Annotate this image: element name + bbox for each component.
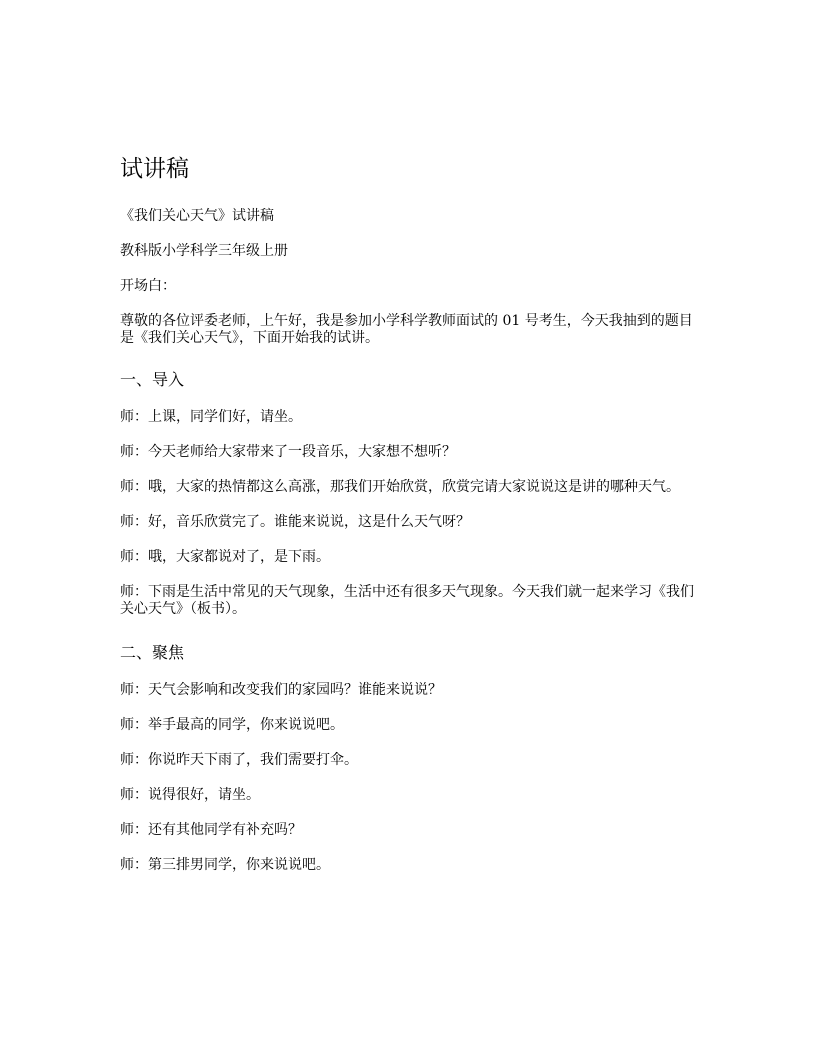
document-title: 试讲稿: [120, 156, 189, 182]
opening-label: 开场白：: [120, 278, 176, 294]
document-page: [120, 150, 700, 892]
paragraph: 师：还有其他同学有补充吗？: [120, 822, 302, 838]
paragraph: 师：天气会影响和改变我们的家园吗？谁能来说说？: [120, 682, 442, 698]
paragraph: 师：上课，同学们好，请坐。: [120, 409, 302, 425]
paragraph: 师：好，音乐欣赏完了。谁能来说说，这是什么天气呀？: [120, 514, 470, 530]
paragraph: 师：哦，大家的热情都这么高涨，那我们开始欣赏，欣赏完请大家说说这是讲的哪种天气。: [120, 479, 680, 495]
paragraph: 师：下雨是生活中常见的天气现象，生活中还有很多天气现象。今天我们就一起来学习《我们关心天气》（板书）。: [120, 584, 694, 617]
paragraph: 师：举手最高的同学，你来说说吧。: [120, 717, 344, 733]
lesson-title: 《我们关心天气》试讲稿: [120, 208, 274, 224]
paragraph: 师：第三排男同学，你来说说吧。: [120, 857, 330, 873]
section-heading-focus: 二、聚焦: [120, 643, 185, 662]
paragraph: 师：你说昨天下雨了，我们需要打伞。: [120, 752, 358, 768]
section-heading-intro: 一、导入: [120, 370, 185, 389]
textbook-info: 教科版小学科学三年级上册: [120, 243, 288, 259]
opening-remarks: 尊敬的各位评委老师，上午好，我是参加小学科学教师面试的 01 号考生，今天我抽到的题目是《我们关心天气》，下面开始我的试讲。: [120, 313, 693, 346]
paragraph: 师：说得很好，请坐。: [120, 787, 260, 803]
paragraph: 师：今天老师给大家带来了一段音乐，大家想不想听？: [120, 444, 456, 460]
paragraph: 师：哦，大家都说对了，是下雨。: [120, 549, 330, 565]
